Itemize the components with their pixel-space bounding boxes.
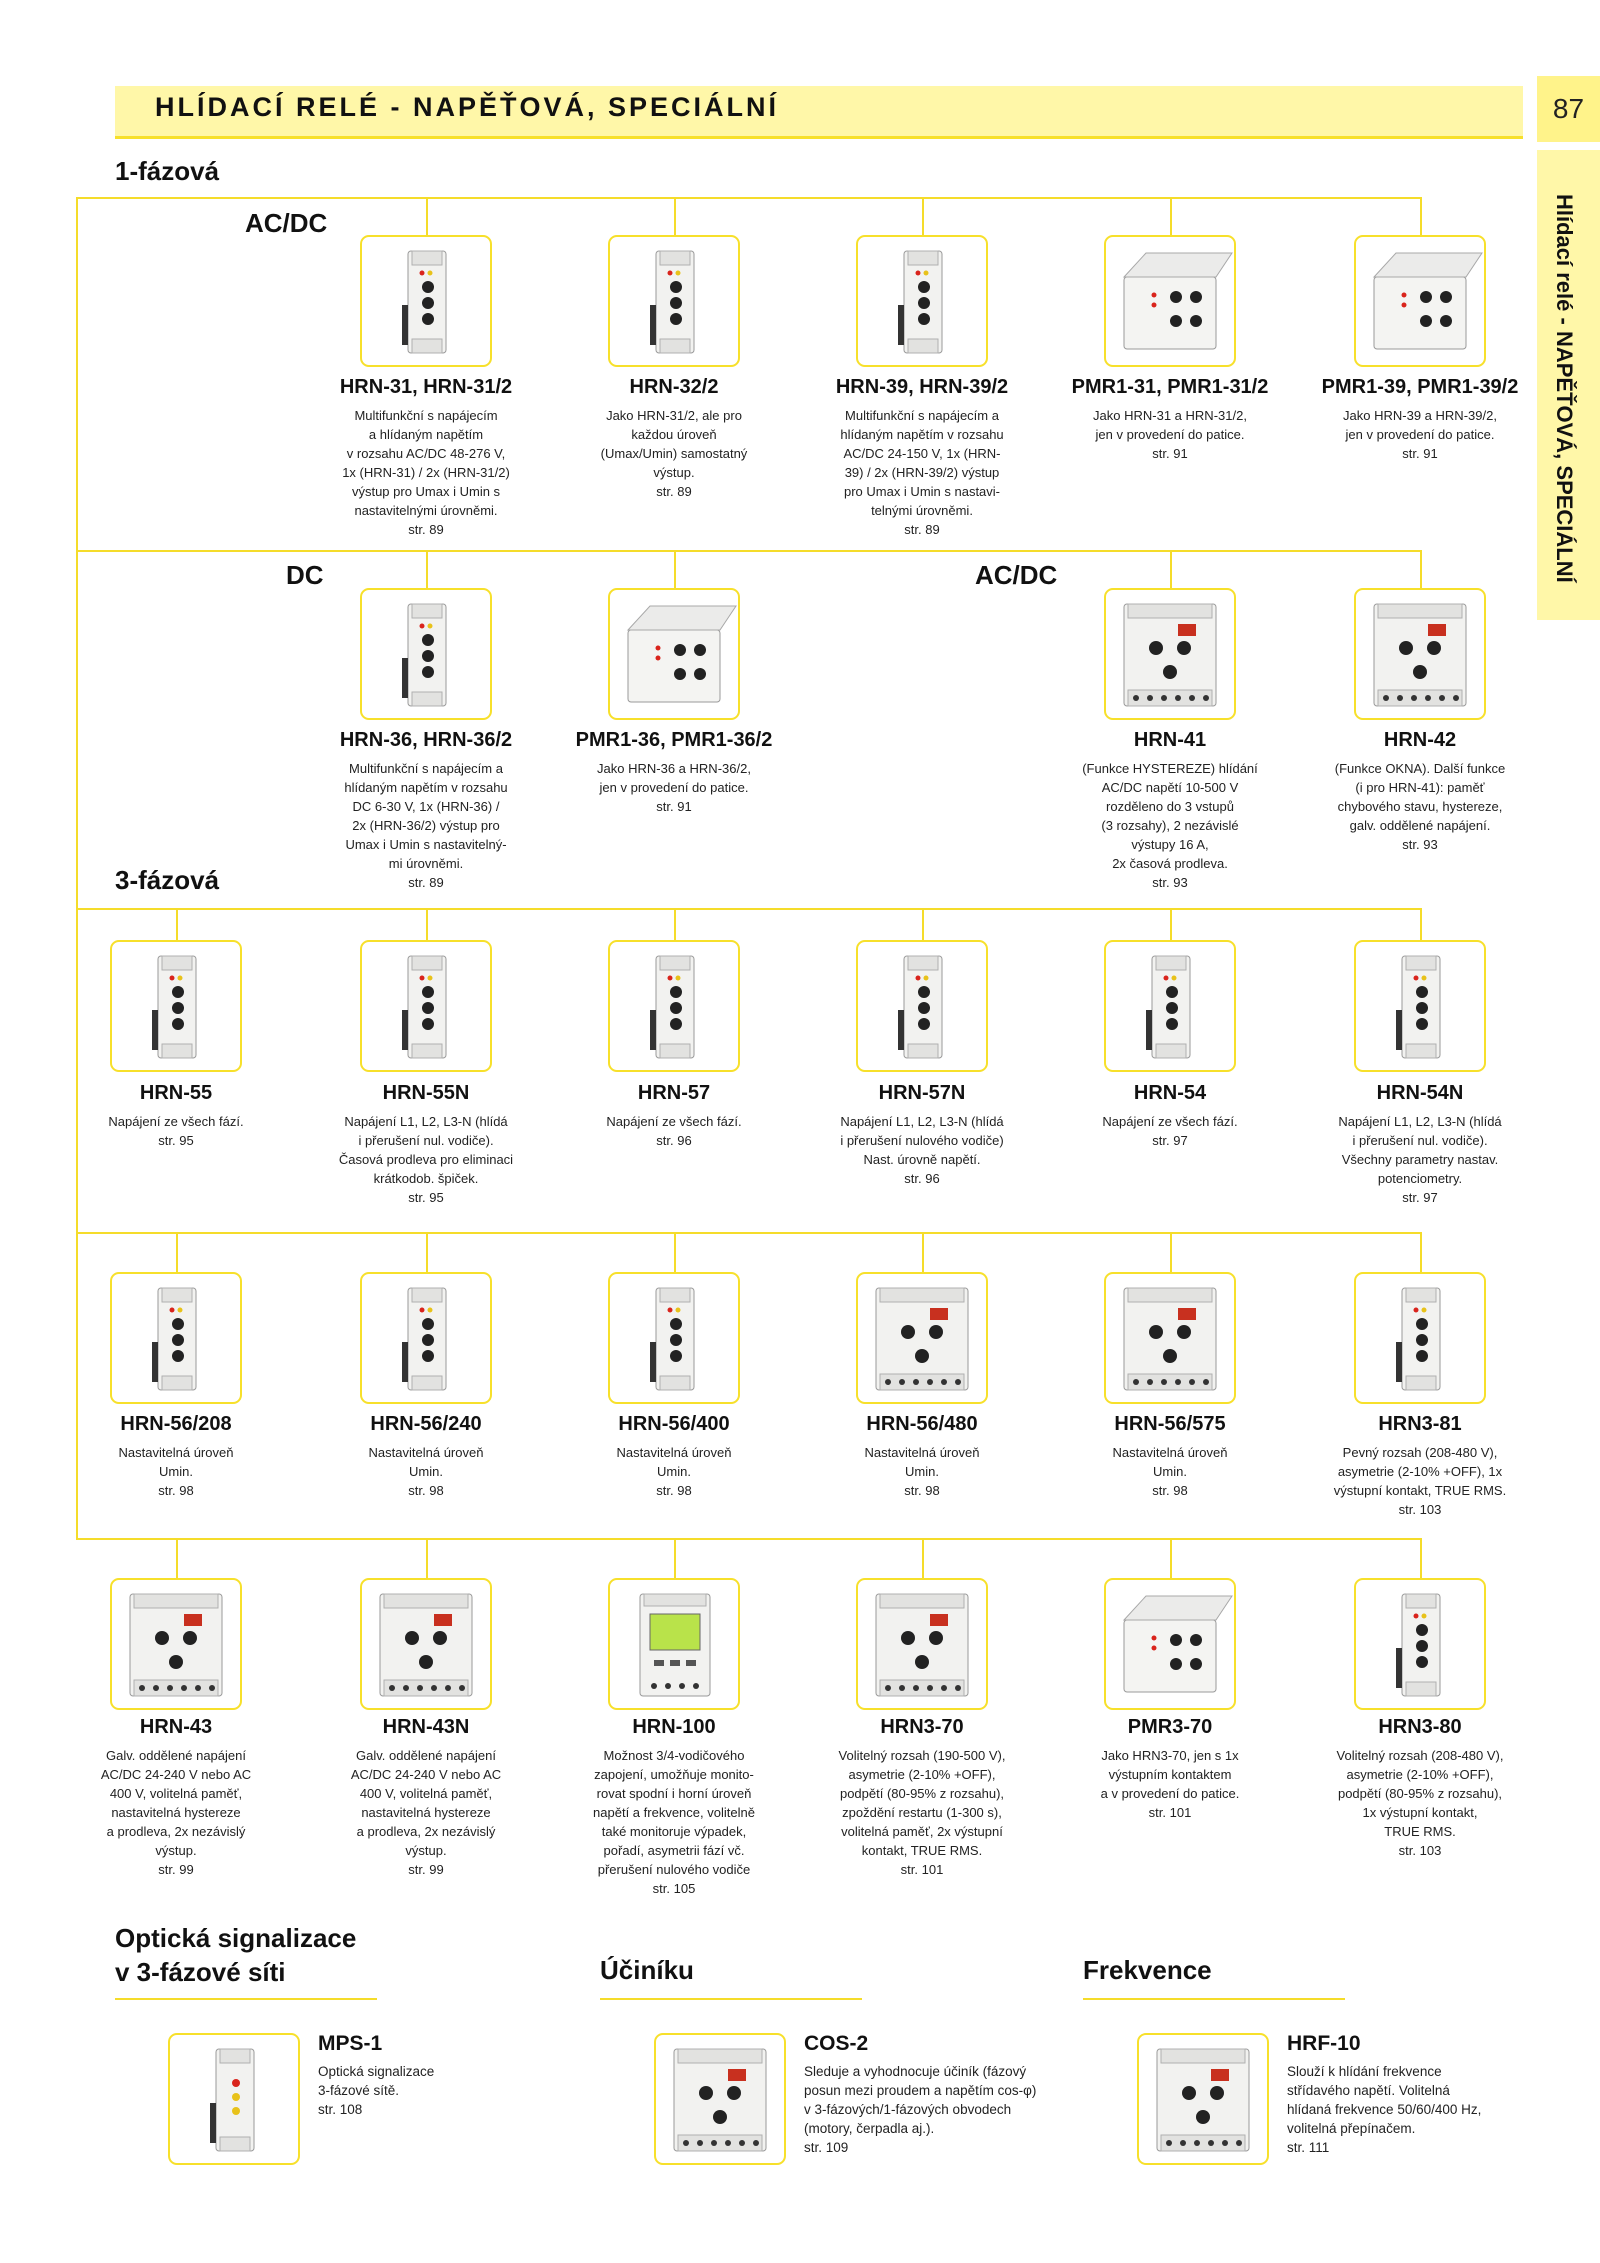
- connector-vline: [1420, 197, 1422, 235]
- header-bar: [115, 86, 1523, 139]
- connector-hline: [76, 1232, 1420, 1234]
- product-description: Nastavitelná úroveň Umin. str. 98: [616, 1445, 732, 1498]
- product-description: (Funkce HYSTEREZE) hlídání AC/DC napětí 10-500 V rozděleno do 3 vstupů (3 rozsahy), 2 nezávislé výstupy 16 A, 2x časová prodleva. str. 93: [1082, 761, 1258, 890]
- product-image-frame: [1354, 1272, 1486, 1404]
- relay-module-icon: [112, 942, 240, 1070]
- product-image-frame: [608, 588, 740, 720]
- product-name: HRN-43N: [382, 1716, 470, 1738]
- product-image-frame: [360, 1578, 492, 1710]
- product-name: PMR1-39, PMR1-39/2: [1321, 376, 1519, 398]
- product-image-frame: [1354, 235, 1486, 367]
- connector-hline: [76, 1538, 1420, 1540]
- product-name: MPS-1: [318, 2032, 383, 2055]
- product-name: HRN-56/400: [618, 1413, 730, 1435]
- product-name: HRN-42: [1383, 729, 1457, 751]
- product-description: Napájení ze všech fází. str. 96: [606, 1114, 742, 1148]
- product-description: Nastavitelná úroveň Umin. str. 98: [864, 1445, 980, 1498]
- product-name: HRN3-81: [1378, 1413, 1462, 1435]
- relay-module-icon: [362, 942, 490, 1070]
- page-number: 87: [1537, 76, 1600, 142]
- product-name: HRN-36, HRN-36/2: [339, 729, 513, 751]
- product-name: HRN-56/208: [120, 1413, 232, 1435]
- product-name: HRN-57: [637, 1082, 711, 1104]
- page-title: HLÍDACÍ RELÉ - NAPĚŤOVÁ, SPECIÁLNÍ: [155, 92, 780, 122]
- connector-vline: [922, 197, 924, 235]
- section-frequency: Frekvence: [1083, 1955, 1212, 1985]
- connector-vline: [1170, 550, 1172, 588]
- product-description: Nastavitelná úroveň Umin. str. 98: [118, 1445, 234, 1498]
- connector-vline: [922, 1232, 924, 1272]
- relay-module-icon: [858, 942, 986, 1070]
- product-image-frame: [110, 1578, 242, 1710]
- connector-vline: [76, 197, 78, 910]
- connector-vline: [674, 197, 676, 235]
- power-factor-underline: [600, 1998, 862, 2000]
- connector-vline: [1170, 197, 1172, 235]
- product-name: HRN-31, HRN-31/2: [339, 376, 513, 398]
- product-name: PMR1-36, PMR1-36/2: [575, 729, 773, 751]
- product-description: Volitelný rozsah (190-500 V), asymetrie (2-10% +OFF), podpětí (80-95% z rozsahu), zpoždění restartu (1-300 s), volitelná paměť, 2x výstupní kontakt, TRUE RMS. str. 101: [838, 1748, 1006, 1877]
- relay-module-icon: [1106, 942, 1234, 1070]
- product-description: Multifunkční s napájecím a hlídaným napětím v rozsahu AC/DC 24-150 V, 1x (HRN- 39) / 2x (HRN-39/2) výstup pro Umax i Umin s nastavi- telnými úrovněmi. str. 89: [840, 408, 1004, 537]
- product-description: Sleduje a vyhodnocuje účiník (fázový posun mezi proudem a napětím cos-φ) v 3-fázových/1-fázových obvodech (motory, čerpadla aj.). str. 109: [804, 2064, 1037, 2155]
- display-relay-icon: [610, 1580, 738, 1708]
- section-optical: Optická signalizace v 3-fázové síti: [115, 1923, 357, 1987]
- connector-vline: [426, 908, 428, 940]
- wide-relay-icon: [858, 1580, 986, 1708]
- wide-relay-icon: [112, 1580, 240, 1708]
- product-image-frame: [608, 1578, 740, 1710]
- product-name: HRN-57N: [878, 1082, 966, 1104]
- product-image-frame: [360, 235, 492, 367]
- product-name: HRF-10: [1287, 2032, 1361, 2055]
- product-image-frame: [1354, 1578, 1486, 1710]
- connector-hline: [76, 908, 1420, 910]
- product-name: HRN-56/575: [1114, 1413, 1226, 1435]
- relay-module-icon: [362, 237, 490, 365]
- connector-vline: [176, 1538, 178, 1578]
- socket-relay-icon: [1356, 237, 1484, 365]
- product-description: Nastavitelná úroveň Umin. str. 98: [1112, 1445, 1228, 1498]
- wide-relay-icon: [362, 1580, 490, 1708]
- product-description: Jako HRN-31/2, ale pro každou úroveň (Umax/Umin) samostatný výstup. str. 89: [600, 408, 748, 499]
- connector-vline: [674, 550, 676, 588]
- relay-module-icon: [858, 237, 986, 365]
- socket-relay-icon: [1106, 1580, 1234, 1708]
- connector-vline: [1170, 1538, 1172, 1578]
- product-description: Napájení L1, L2, L3-N (hlídá i přerušení nulového vodiče) Nast. úrovně napětí. str. 96: [840, 1114, 1004, 1186]
- relay-module-icon: [1356, 942, 1484, 1070]
- wide-relay-icon: [858, 1274, 986, 1402]
- product-image-frame: [1104, 940, 1236, 1072]
- product-image-frame: [856, 1578, 988, 1710]
- product-image-frame: [608, 235, 740, 367]
- product-name: HRN-41: [1133, 729, 1207, 751]
- product-name: COS-2: [804, 2032, 869, 2055]
- frequency-underline: [1083, 1998, 1345, 2000]
- wide-relay-icon: [1106, 1274, 1234, 1402]
- product-name: HRN-55N: [382, 1082, 470, 1104]
- connector-vline: [176, 908, 178, 940]
- product-name: HRN-32/2: [629, 376, 719, 398]
- connector-vline: [674, 908, 676, 940]
- connector-vline: [176, 1232, 178, 1272]
- section-single-phase: 1-fázová: [115, 156, 220, 186]
- socket-relay-icon: [1106, 237, 1234, 365]
- product-name: PMR1-31, PMR1-31/2: [1071, 376, 1269, 398]
- connector-vline: [1170, 1232, 1172, 1272]
- signal-module-icon: [170, 2035, 298, 2163]
- product-name: PMR3-70: [1127, 1716, 1213, 1738]
- product-image-frame: [1104, 1578, 1236, 1710]
- product-description: Optická signalizace 3-fázové sítě. str. 108: [318, 2064, 435, 2117]
- product-image-frame: [360, 1272, 492, 1404]
- product-image-frame: [856, 1272, 988, 1404]
- product-name: HRN-56/240: [370, 1413, 482, 1435]
- connector-vline: [922, 908, 924, 940]
- product-description: Multifunkční s napájecím a hlídaným napětím v rozsahu AC/DC 48-276 V, 1x (HRN-31) / 2x (HRN-31/2) výstup pro Umax i Umin s nastavitelnými úrovněmi. str. 89: [342, 408, 510, 537]
- product-description: Galv. oddělené napájení AC/DC 24-240 V nebo AC 400 V, volitelná paměť, nastavitelná hystereze a prodleva, 2x nezávislý výstup. str. 99: [100, 1748, 252, 1877]
- connector-hline: [76, 197, 1420, 199]
- connector-vline: [1420, 1538, 1422, 1578]
- product-image-frame: [608, 1272, 740, 1404]
- relay-module-icon: [1356, 1580, 1484, 1708]
- product-description: (Funkce OKNA). Další funkce (i pro HRN-41): paměť chybového stavu, hystereze, galv. oddělené napájení. str. 93: [1334, 761, 1506, 852]
- product-image-frame: [1137, 2033, 1269, 2165]
- connector-vline: [426, 550, 428, 588]
- product-description: Multifunkční s napájecím a hlídaným napětím v rozsahu DC 6-30 V, 1x (HRN-36) / 2x (HRN-36/2) výstup pro Umax i Umin s nastavitelný- mi úrovněmi. str. 89: [344, 761, 508, 890]
- relay-module-icon: [362, 590, 490, 718]
- product-image-frame: [856, 940, 988, 1072]
- section-acdc-1: AC/DC: [245, 208, 328, 238]
- product-image-frame: [110, 940, 242, 1072]
- product-image-frame: [608, 940, 740, 1072]
- relay-module-icon: [610, 237, 738, 365]
- relay-module-icon: [362, 1274, 490, 1402]
- product-image-frame: [856, 235, 988, 367]
- connector-hline: [76, 550, 1420, 552]
- connector-vline: [426, 1232, 428, 1272]
- product-image-frame: [360, 940, 492, 1072]
- product-description: Jako HRN-36 a HRN-36/2, jen v provedení do patice. str. 91: [597, 761, 751, 814]
- connector-vline: [1170, 908, 1172, 940]
- product-name: HRN-39, HRN-39/2: [835, 376, 1009, 398]
- product-description: Pevný rozsah (208-480 V), asymetrie (2-10% +OFF), 1x výstupní kontakt, TRUE RMS. str. 103: [1333, 1445, 1507, 1517]
- connector-vline: [674, 1232, 676, 1272]
- section-acdc-2: AC/DC: [975, 560, 1058, 590]
- relay-module-icon: [610, 1274, 738, 1402]
- product-name: HRN-55: [139, 1082, 213, 1104]
- connector-vline: [674, 1538, 676, 1578]
- relay-module-icon: [112, 1274, 240, 1402]
- section-three-phase: 3-fázová: [115, 865, 220, 895]
- relay-module-icon: [610, 942, 738, 1070]
- product-image-frame: [1104, 588, 1236, 720]
- product-description: Jako HRN3-70, jen s 1x výstupním kontaktem a v provedení do patice. str. 101: [1100, 1748, 1240, 1820]
- product-image-frame: [1354, 588, 1486, 720]
- product-description: Napájení ze všech fází. str. 97: [1102, 1114, 1238, 1148]
- wide-relay-icon: [656, 2035, 784, 2163]
- product-image-frame: [110, 1272, 242, 1404]
- product-description: Slouží k hlídání frekvence střídavého napětí. Volitelná hlídaná frekvence 50/60/400 Hz, volitelná přepínačem. str. 111: [1287, 2064, 1482, 2155]
- product-image-frame: [360, 588, 492, 720]
- side-tab: [1537, 150, 1600, 620]
- product-image-frame: [168, 2033, 300, 2165]
- product-description: Napájení L1, L2, L3-N (hlídá i přerušení nul. vodiče). Všechny parametry nastav. potenciometry. str. 97: [1338, 1114, 1502, 1205]
- product-image-frame: [1104, 1272, 1236, 1404]
- wide-relay-icon: [1139, 2035, 1267, 2163]
- product-name: HRN3-80: [1378, 1716, 1462, 1738]
- product-image-frame: [1104, 235, 1236, 367]
- product-description: Možnost 3/4-vodičového zapojení, umožňuje monito- rovat spodní i horní úroveň napětí a frekvence, volitelně také monitoruje výpadek, pořadí, asymetrii fází vč. přerušení nulového vodiče str. 105: [593, 1748, 755, 1896]
- relay-module-icon: [1356, 1274, 1484, 1402]
- connector-vline: [426, 197, 428, 235]
- side-tab-text: Hlídací relé - NAPĚŤOVÁ, SPECIÁLNÍ: [1552, 194, 1577, 583]
- product-name: HRN-56/480: [866, 1413, 978, 1435]
- connector-vline: [1420, 1232, 1422, 1272]
- wide-relay-icon: [1106, 590, 1234, 718]
- product-description: Jako HRN-31 a HRN-31/2, jen v provedení do patice. str. 91: [1093, 408, 1247, 461]
- product-description: Napájení L1, L2, L3-N (hlídá i přerušení nul. vodiče). Časová prodleva pro eliminaci krátkodob. špiček. str. 95: [338, 1114, 514, 1205]
- wide-relay-icon: [1356, 590, 1484, 718]
- socket-relay-icon: [610, 590, 738, 718]
- section-dc: DC: [286, 560, 324, 590]
- product-description: Nastavitelná úroveň Umin. str. 98: [368, 1445, 484, 1498]
- product-name: HRN3-70: [880, 1716, 964, 1738]
- product-image-frame: [654, 2033, 786, 2165]
- connector-vline: [426, 1538, 428, 1578]
- product-description: Galv. oddělené napájení AC/DC 24-240 V nebo AC 400 V, volitelná paměť, nastavitelná hystereze a prodleva, 2x nezávislý výstup. str. 99: [350, 1748, 502, 1877]
- product-name: HRN-54: [1133, 1082, 1207, 1104]
- product-description: Jako HRN-39 a HRN-39/2, jen v provedení do patice. str. 91: [1343, 408, 1497, 461]
- product-name: HRN-100: [632, 1716, 716, 1738]
- section-power-factor: Účiníku: [600, 1955, 694, 1985]
- product-name: HRN-43: [139, 1716, 213, 1738]
- connector-vline: [1420, 908, 1422, 940]
- optical-underline: [115, 1998, 377, 2000]
- product-description: Napájení ze všech fází. str. 95: [108, 1114, 244, 1148]
- connector-vline: [922, 1538, 924, 1578]
- product-name: HRN-54N: [1376, 1082, 1464, 1104]
- product-image-frame: [1354, 940, 1486, 1072]
- product-description: Volitelný rozsah (208-480 V), asymetrie (2-10% +OFF), podpětí (80-95% z rozsahu), 1x výstupní kontakt, TRUE RMS. str. 103: [1336, 1748, 1504, 1858]
- connector-vline: [1420, 550, 1422, 588]
